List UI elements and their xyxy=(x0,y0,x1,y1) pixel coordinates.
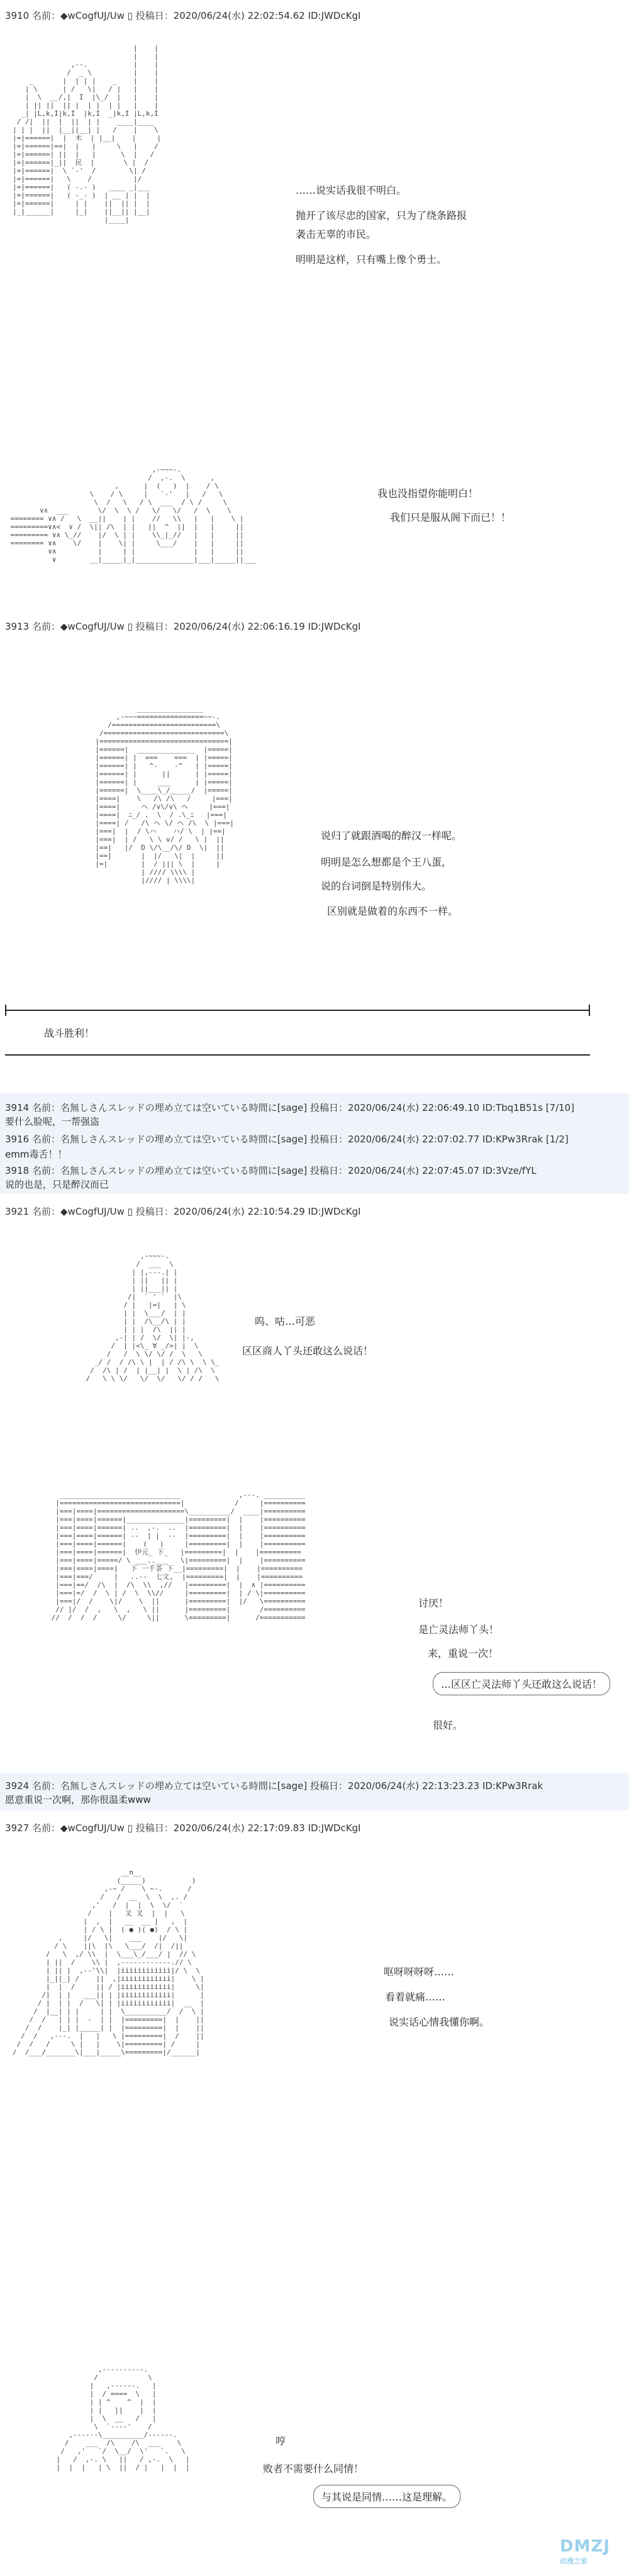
dialogue-line: 来，重说一次！ xyxy=(428,1648,499,1659)
post-header: 3913 名前：◆wCogfUJ/Uw ▯ 投稿日：2020/06/24(水) 22:06:16.19 ID:JWDcKgI xyxy=(5,621,361,632)
dialogue-line: 很好。 xyxy=(433,1719,464,1731)
dialogue-line: 我也没指望你能明白！ xyxy=(377,488,479,499)
dialogue-line: 哼 xyxy=(276,2435,286,2447)
speech-bubble: 与其说是同情……这是理解。 xyxy=(313,2485,460,2508)
ascii-art-girl-with-hat: __n__ (_____) ) ,-~ / \ ~-. / / / __ \ \ ,. / ,' / | | \ \/ ` / | 叉 叉 | | \ | , | __ __ | , | | / \ | ( ● )( ●) / \ | , |/ \| ___ |/ \| / \ ||\ |\ \___/ /| /|| / \ ,/ \\ | \___\_/___/ | // \ | || / \\ | ,------------.// \ | || | ,--'\\| |iiiiiiiiiiii|/ \ \ |_||_| / || ,|iiiiiiiiiiii| \ | | | / || / |iiiiiiiiiiii| \| /| | | ___|| | |iiiiiiiiiiii| | / | | | / \| | |iiiiiiiiiiii| __ | / |__| | | | | \__________/ / \ | / / | | | - | | |=========| | || / / |_| |_____| | |=========| | || / / ,---. | | \ |=========| / || / / / \ | | \|=========| / | / /___/_______\|___|_____\=========|/______| xyxy=(13,1868,204,2056)
dialogue-line: 说的台词倒是特别伟大。 xyxy=(321,880,432,892)
dialogue-line: 抛开了该尽忠的国家，只为了绕条路报 xyxy=(296,209,467,221)
reply-block xyxy=(0,1773,629,1810)
logo-text: DMZJ xyxy=(560,2537,610,2556)
dialogue-line: 呜、咕…可恶 xyxy=(255,1315,316,1327)
ascii-art-drunkard: ________________ ,-~~~================~~-. /=========================\ /=============================\ |===============================| |======| ______________ |=====| |======| | === === | |=====| |======| | ^- -^ | |=====| |======| | || | |=====| |======| | ___ | |=====| |======| \____\_/_____/ |=====| |====| \ /\ /\ / |===| |====| ヘ /v\/v\ ヘ |===| |====| ﾆ_/ . \ / .\_ﾆ |===| |====| / /\ ヘ \/ ヘ /\ \ |===| |===| | / \ハ ハ/ \ | |==| |===| | / \ \ v/ / \ | || |==| |/ D \/\__/\/ D \| || |==| | |/ \| | || |=| | / ||| \ | | | //// \\\\ | |//// | \\\\| xyxy=(95,705,235,884)
post-header: 3910 名前：◆wCogfUJ/Uw ▯ 投稿日：2020/06/24(水) 22:02:54.62 ID:JWDcKgI xyxy=(5,10,361,21)
reply-header: 3918 名前：名無しさんスレッドの埋め立ては空いている時間に[sage] 投稿日：2020/06/24(水) 22:07:45.07 ID:3Vze/fYL xyxy=(5,1165,537,1176)
speech-bubble: …区区亡灵法师丫头还敢这么说话！ xyxy=(433,1672,610,1695)
reply-header: 3924 名前：名無しさんスレッドの埋め立ては空いている時間に[sage] 投稿日：2020/06/24(水) 22:13:23.23 ID:KPw3Rrak xyxy=(5,1780,543,1792)
ascii-art-soldier-charge: ,-~~~-. / ,-. \ , , | ( ) | / \ \ / \ | `-' | / \ \ / \ / \ ___ / \ / \ ∨∧ ___ \/ \ \ / \/ \/ / \ \ ======== ∨∧ / \ __|| | | // \\ | | \ | =========∨∧< ∨ / \|| /\ | | || ^ || | | || ========= ∨∧ \_// |/ \ | | \\_|_// | | || ======== ∨∧ \/ | \| | \___/ | | || ∨∧ | | | | | || ∨ __|_____|_|______________|___|_____||___ xyxy=(10,466,257,564)
post-header: 3927 名前：◆wCogfUJ/Uw ▯ 投稿日：2020/06/24(水) 22:17:09.83 ID:JWDcKgI xyxy=(5,1822,361,1834)
ascii-art-defeated-soldier: ,----------. / \ | ,------. | | / ==== \ | | | ^ ^ | | | | || | | | \ __ / | \ `----' / ,------\__________/------. / ___ /\ /\ ___ \ / ,' `/ \__/ \' `. \ | / ,-. \ || / ,-. \ | | | | | \ || / | | | | xyxy=(56,2365,190,2472)
reply-body: 愿意重说一次啊，那你很温柔www xyxy=(5,1794,151,1805)
battle-divider xyxy=(5,1010,590,1011)
reply-block xyxy=(0,1093,629,1194)
reply-header: 3914 名前：名無しさんスレッドの埋め立ては空いている時間に[sage] 投稿日：2020/06/24(水) 22:06:49.10 ID:Tbq1B51s [7/10] xyxy=(5,1102,575,1113)
dialogue-line: 是亡灵法师丫头！ xyxy=(418,1624,499,1636)
dialogue-line: 明明是这样，只有嘴上像个勇士。 xyxy=(296,254,447,265)
reply-header: 3916 名前：名無しさんスレッドの埋め立ては空いている時間に[sage] 投稿日：2020/06/24(水) 22:07:02.77 ID:KPw3Rrak [1/2] xyxy=(5,1134,569,1145)
reply-body: 说的也是，只是醉汉而已 xyxy=(5,1179,109,1190)
dialogue-line: 我们只是服从阁下而已！！ xyxy=(390,511,511,523)
ascii-art-merchant-girl: ,-~~~-. / ___ \ | |,---.| | | || || | | ||___|| | /| ` ' ` |\ / | |=| | \ | | \___/ | | | | /\__/\ | | | | | /\ || | ,-| | / \/ \| |-, / | |<\_ ∀ _/>| | \ / / \ \/ \/ / \ \ _/ / / /\ \ | | / /\ \ \ \_ / /\ | / | |__| | \ | /\ \ / \ \ \/ \/ \/ \/ / / \ xyxy=(86,1252,220,1383)
reply-body: emm毒舌！！ xyxy=(5,1149,67,1160)
dialogue-line: 区别就是做着的东西不一样。 xyxy=(327,905,459,917)
dialogue-line: 呕呀呀呀呀…… xyxy=(384,1966,455,1978)
dialogue-line: 区区商人丫头还敢这么说话！ xyxy=(242,1345,374,1357)
ascii-art-necromancer: _____________________________ ,---. __________ |=============================| / |========== |===|====|=====================\__________/ ____|========== |===|====|======|______________|=========| | |========== |===|====|======| .. ,-. .. |=========| | |========== |===|====|======| -- | | -- |=========| | |========== |===|====|======| ( ) |=========| | |========== |===|====|======| 伊元_ 下_ |=========| | |========== |===|====|=====/ \ ___..___ \|=========| | |========== |===|====|====| 下 一千茶 下__|=========| | |========== |===|===/ | ..-- 七文, |=========| | |========== |===|==/ /\ | /\ \\ ,// |=========| | ∧ |========== |===|=/ / \ | / \ \\// |=========| | / \|========== |===|/ / \|/ \ || |=========| |/ \========== // |/ / , \ , \ || |=========| /========== // / / / \/ \|| \=========| /=========== xyxy=(51,1491,306,1622)
dialogue-line: 说归了就跟酒喝的醉汉一样呢。 xyxy=(321,830,462,842)
site-logo xyxy=(560,2537,610,2566)
battle-divider xyxy=(5,1054,590,1056)
ascii-art-soldier: | | | | ,--. | | / _ \ | | _ | | | | _ | | | \ | / \| / | | | | \ __/,| I |\_/ | | | | || || || | | | | | | | _| |L,k,I|k,I |k,I _|k,I |L,k,I / /| || | || | | ____|____ | | | || |__||__| | / | \ |=|======| | 木 | |__| | | |=|======|==| | | \ | / |=|======| || | | \ | / |=|======|_|| 民 | \ | / |=|======| \ `-' / \| / |=|======| \ / |/ |=|======| ( -.- ) ____ _|___ |=|======| ( -_- ) | __ | | | |=|======| | | || || | | |_|______| |_| ||__|| |__| |____| xyxy=(13,44,162,224)
dialogue-line: 败者不需要什么同情！ xyxy=(263,2463,364,2475)
dialogue-line: 说实话心情我懂你啊。 xyxy=(389,2016,490,2028)
reply-body: 要什么脸呢，一帮强盗 xyxy=(5,1116,100,1127)
dialogue-line: ……说实话我很不明白。 xyxy=(296,184,407,196)
logo-subtext: 动漫之家 xyxy=(560,2557,588,2565)
post-header: 3921 名前：◆wCogfUJ/Uw ▯ 投稿日：2020/06/24(水) 22:10:54.29 ID:JWDcKgI xyxy=(5,1206,361,1217)
victory-text: 战斗胜利！ xyxy=(44,1027,95,1039)
dialogue-line: 袭击无辜的市民。 xyxy=(296,228,377,240)
dialogue-line: 看着就痛…… xyxy=(385,1991,446,2003)
dialogue-line: 讨厌！ xyxy=(418,1597,449,1609)
dialogue-line: 明明是怎么想都是个王八蛋， xyxy=(321,856,452,868)
